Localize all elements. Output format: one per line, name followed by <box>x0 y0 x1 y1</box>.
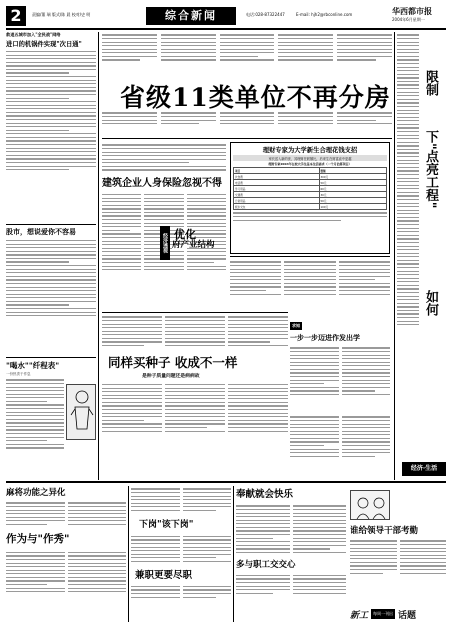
table-cell: 伙食费 <box>234 174 320 180</box>
cartoon-illustration <box>350 490 390 520</box>
headline-whistle: "喝水""纤程表" <box>6 361 60 370</box>
table-cell: 100元 <box>319 204 386 210</box>
divider <box>6 357 96 358</box>
editor-info: 责编/董 瑞 版式/陈 晨 校对/史 明 <box>32 12 91 17</box>
vertical-headline-1: 限制 <box>423 70 438 96</box>
leader-article <box>350 524 446 622</box>
table-cell: 30元 <box>319 192 386 198</box>
masthead-rule <box>6 28 446 30</box>
student-finance-subtitle: 家长送入新的世，其理财任跃额比，后来生在财富直中更越 <box>233 155 387 161</box>
bottom-right-middle-block <box>236 486 346 622</box>
column-rule <box>98 32 99 480</box>
column-rule <box>128 486 129 622</box>
table-cell: 交通费 <box>234 192 320 198</box>
topic-label: 话题 <box>398 610 417 621</box>
table-cell: 项目 <box>234 168 320 174</box>
new-worker-label: 新工 <box>350 610 369 621</box>
vertical-headline <box>421 70 445 360</box>
student-finance-box <box>230 142 390 254</box>
divider <box>230 256 390 257</box>
headline-parttime: 兼职更要尽职 <box>135 570 193 582</box>
vertical-headline-2: 下"点亮工程" <box>423 130 438 209</box>
step-article <box>290 312 390 412</box>
divider <box>6 481 446 483</box>
column-rule <box>233 486 234 622</box>
phone-number: 电话:028-87322447 <box>246 12 285 17</box>
budget-table-title: 理财专家2004年在校大学生基本生活需求（一个月估算项目） <box>268 162 352 166</box>
weekly-label: 每周一刊出 <box>371 609 395 619</box>
headline-friend: 多与职工交交心 <box>236 560 296 571</box>
seed-subtitle: 是种子质量问题还是病病故 <box>142 373 200 379</box>
issue-date: 2004年6月星期一 <box>392 17 425 22</box>
headline-optimize-1: 优化 <box>174 228 196 241</box>
email-address: E-mail: hjh2@rbconline.com <box>296 12 353 17</box>
paper-name: 华西都市报 <box>392 6 432 16</box>
headline-seed: 同样买种子 收成不一样 <box>108 354 238 370</box>
optimize-article <box>160 226 226 312</box>
table-cell: 学习用品 <box>234 186 320 192</box>
table-cell: 300元 <box>319 174 386 180</box>
topic-banner <box>350 606 446 622</box>
economy-life-badge: 经济·生活 <box>402 462 446 476</box>
table-cell: 60元 <box>319 186 386 192</box>
headline-layoff: 下岗"该下岗" <box>139 520 194 531</box>
step-section-label: 求知 <box>292 323 300 328</box>
bottom-left-block <box>6 486 126 622</box>
headline-optimize-2: 府产业结构 <box>172 240 215 250</box>
headline-step: 一步一步迈进作发出学 <box>290 333 360 342</box>
bottom-middle-block <box>131 486 231 622</box>
right-col-text <box>397 32 419 452</box>
divider <box>102 138 392 139</box>
headline-fake: 作为与"作秀" <box>6 533 70 546</box>
headline-insurance: 建筑企业人身保险忽视不得 <box>102 177 222 189</box>
right-lower-text <box>290 414 390 480</box>
section-title: 综合新闻 <box>146 7 236 25</box>
left-col-stock-article <box>6 227 96 355</box>
cartoon-illustration <box>66 384 96 440</box>
big-headline: 省级11类单位不再分房 <box>120 83 391 112</box>
column-rule <box>394 32 395 480</box>
center-right-text <box>230 259 390 311</box>
headline-network: 救退五城市加入"全民战"网络 <box>6 32 61 37</box>
divider <box>6 224 96 225</box>
table-cell: 日常用品 <box>234 198 320 204</box>
headline-import: 进口的机锅件实现"次日通" <box>6 41 82 48</box>
article-body <box>6 240 96 316</box>
left-col-whistle-article <box>6 360 96 480</box>
table-cell: 50元 <box>319 180 386 186</box>
article-body <box>6 51 96 170</box>
headline-stock: 股市，想说爱你不容易 <box>6 227 76 236</box>
left-col-article-1 <box>6 32 96 222</box>
headline-mahjong: 麻将功能之异化 <box>6 488 66 498</box>
center-second-text-row <box>102 110 392 136</box>
table-row <box>234 204 387 210</box>
vertical-headline-3: 如何 <box>423 290 438 316</box>
table-cell: 电话费 <box>234 180 320 186</box>
table-cell: 数额 <box>319 168 386 174</box>
optimize-section-label: 经济透视 <box>160 226 170 260</box>
whistle-subtitle: 一份热衷于作息 <box>6 372 31 376</box>
page-number: 2 <box>6 6 26 26</box>
table-cell: 娱乐交友 <box>234 204 320 210</box>
headline-dedicate: 奉献就会快乐 <box>236 489 294 500</box>
masthead <box>6 6 446 26</box>
seed-article <box>102 314 288 480</box>
center-top-text-cols <box>102 32 392 78</box>
table-cell: 50元 <box>319 198 386 204</box>
budget-table <box>233 167 387 210</box>
article-body <box>6 379 64 448</box>
headline-student-finance: 理财专家为大学新生合理花钱支招 <box>262 147 358 154</box>
headline-leader: 谁给领导干部考勤 <box>350 526 419 536</box>
divider <box>102 312 288 313</box>
